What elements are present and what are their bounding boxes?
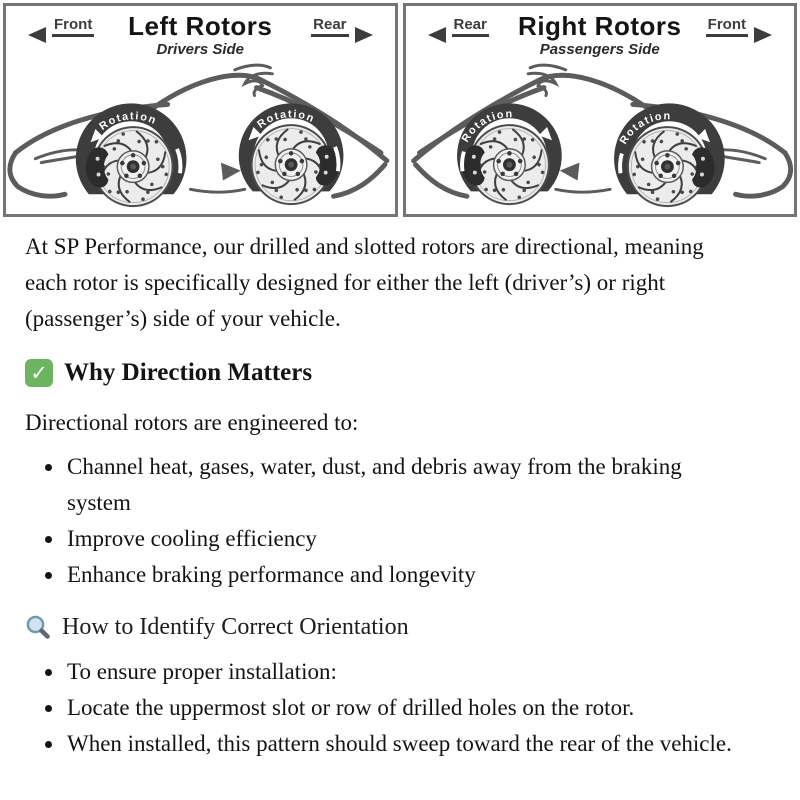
check-icon: ✓ [25, 359, 53, 387]
left-panel-header [6, 6, 395, 58]
right-rotors-panel [403, 3, 798, 217]
right-panel-title-block [518, 11, 681, 58]
orientation-title: How to Identify Correct Orientation [62, 613, 409, 640]
bullet-item: • Improve cooling efficiency [65, 521, 733, 557]
why-direction-title: Why Direction Matters [64, 359, 313, 386]
rear-arrow-icon [311, 16, 348, 37]
panel-title: Right Rotors [518, 11, 682, 41]
orientation-heading [25, 609, 770, 645]
right-car-illustration [406, 58, 795, 216]
benefits-list [25, 449, 770, 593]
engineered-lead: Directional rotors are engineered to: [25, 410, 359, 435]
bullet-item: • Channel heat, gases, water, dust, and debris away from the braking system [65, 449, 733, 521]
panel-subtitle: Passengers Side [539, 41, 660, 58]
rotor-article [0, 217, 800, 762]
front-label: Front [706, 16, 748, 37]
magnifying-glass-icon [25, 614, 52, 641]
panel-subtitle: Drivers Side [156, 41, 245, 58]
orientation-list [25, 654, 770, 762]
right-panel-header [406, 6, 795, 58]
rear-arrow-icon [452, 16, 489, 37]
front-label: Front [52, 16, 94, 37]
intro-paragraph: At SP Performance, our drilled and slotted rotors are directional, meaning each rotor is specifically designed for either the left (driver’s) or right (passenger’s) side of your vehicle. [25, 234, 704, 331]
bullet-item: • Locate the uppermost slot or row of drilled holes on the rotor. [65, 690, 733, 726]
bullet-item: • Enhance braking performance and longevity [65, 557, 733, 593]
front-arrow-icon [52, 16, 94, 37]
rear-label: Rear [452, 16, 489, 37]
left-car-illustration [6, 58, 395, 216]
bullet-item: • When installed, this pattern should sweep toward the rear of the vehicle. [65, 726, 733, 762]
left-rotors-panel [3, 3, 398, 217]
bullet-item: • To ensure proper installation: [65, 654, 733, 690]
panel-title: Left Rotors [128, 11, 273, 41]
rotor-orientation-diagram [0, 0, 800, 217]
front-arrow-icon [706, 16, 748, 37]
left-panel-title-block [128, 11, 272, 58]
rear-label: Rear [311, 16, 348, 37]
why-direction-heading [25, 357, 770, 389]
